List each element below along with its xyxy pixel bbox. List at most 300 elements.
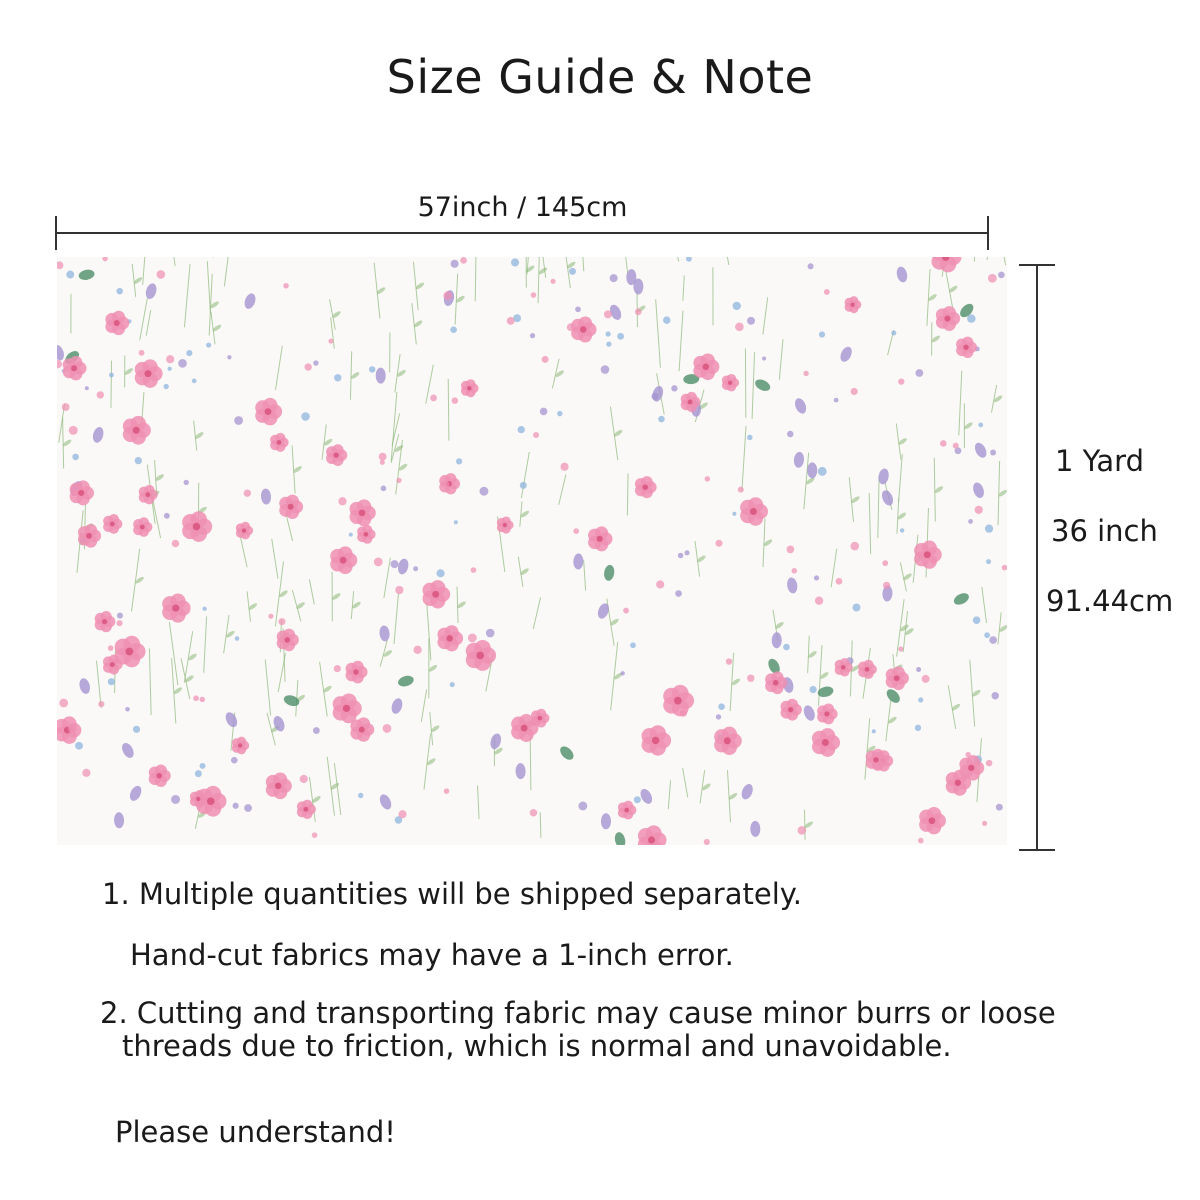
poppy-center: [110, 662, 115, 667]
floret: [814, 575, 819, 580]
floret: [819, 331, 825, 337]
pink-bud: [244, 489, 251, 496]
floret: [390, 560, 398, 568]
floret: [675, 590, 682, 597]
floret: [610, 274, 618, 282]
pink-bud: [139, 350, 145, 356]
floret: [202, 607, 206, 611]
pink-bud: [975, 506, 983, 514]
poppy-center: [597, 536, 603, 542]
floret: [557, 411, 562, 416]
bell-flower: [390, 697, 404, 715]
poppy-center: [432, 591, 439, 598]
bell-flower: [838, 345, 854, 364]
bell-flower: [786, 577, 798, 594]
poppy-center: [929, 817, 936, 824]
floret: [718, 703, 725, 710]
poppy-center: [822, 739, 829, 746]
floret: [891, 330, 896, 335]
pink-bud: [338, 497, 346, 505]
pink-bud: [623, 608, 629, 614]
floret: [413, 566, 418, 571]
note-line-3: 2. Cutting and transporting fabric may cause minor burrs or loose: [100, 996, 1056, 1030]
dark-leaf: [613, 831, 626, 845]
stem: [111, 361, 112, 408]
floret: [164, 513, 170, 519]
pink-bud: [379, 453, 387, 461]
stem: [959, 371, 962, 436]
floret: [192, 379, 197, 384]
stem: [878, 476, 879, 538]
pink-bud: [573, 528, 579, 534]
pink-bud: [116, 620, 122, 626]
pink-bud: [704, 839, 710, 845]
pink-bud: [283, 283, 289, 289]
pink-bud: [953, 443, 959, 449]
stem: [97, 661, 102, 708]
pink-bud: [452, 397, 459, 404]
bell-flower: [633, 278, 643, 294]
floret: [984, 632, 990, 638]
bell-flower: [78, 677, 92, 695]
floret: [985, 525, 993, 533]
floret: [808, 263, 814, 269]
floret: [678, 553, 684, 559]
floret: [686, 257, 692, 262]
stem: [455, 274, 458, 325]
stem: [384, 558, 391, 598]
floret: [454, 520, 458, 524]
stem: [184, 264, 190, 327]
poppy-center: [102, 619, 107, 624]
bell-flower: [515, 763, 525, 779]
pink-bud: [882, 560, 888, 566]
bell-flower: [128, 784, 144, 803]
stem: [982, 587, 987, 623]
pink-bud: [824, 289, 830, 295]
pink-bud: [172, 540, 179, 547]
pink-bud: [982, 821, 987, 826]
poppy-center: [873, 757, 878, 762]
bell-flower: [601, 813, 611, 829]
pink-bud: [567, 323, 575, 331]
floret: [66, 271, 74, 279]
poppy-center: [648, 836, 655, 843]
stem: [559, 474, 566, 504]
floret: [630, 642, 636, 648]
poppy-center: [340, 557, 347, 564]
bell-flower: [91, 426, 105, 444]
stem: [521, 452, 529, 498]
stem: [763, 297, 768, 334]
pink-bud: [798, 826, 807, 835]
floret: [658, 416, 665, 423]
stem: [934, 458, 935, 522]
pink-bud: [98, 701, 104, 707]
poppy-center: [275, 783, 282, 790]
note-line-5: Please understand!: [115, 1115, 396, 1149]
floret: [349, 533, 353, 537]
floret: [606, 341, 611, 346]
stem: [752, 352, 754, 419]
pink-bud: [444, 788, 450, 794]
floret: [206, 343, 211, 348]
floret: [663, 316, 670, 323]
pink-bud: [940, 440, 947, 447]
bell-flower: [376, 368, 386, 384]
bell-flower: [397, 558, 410, 576]
pink-bud: [108, 645, 114, 651]
poppy-center: [446, 635, 452, 641]
stem: [998, 461, 1000, 525]
bell-flower: [260, 488, 271, 505]
floret: [900, 528, 904, 532]
stem: [808, 636, 810, 673]
width-measure-tick-right: [987, 216, 989, 250]
floret: [621, 671, 625, 675]
floret: [872, 729, 876, 733]
pink-bud: [102, 257, 108, 261]
poppy-center: [145, 492, 150, 497]
pink-bud: [560, 463, 568, 471]
pink-bud: [815, 597, 823, 605]
bell-flower: [895, 266, 909, 284]
stem: [394, 593, 399, 644]
stem: [538, 257, 540, 303]
bell-flower: [793, 397, 808, 416]
dark-leaf: [78, 268, 96, 281]
dark-leaf: [397, 674, 415, 688]
pink-bud: [851, 388, 858, 395]
floret: [511, 258, 519, 266]
stem: [668, 780, 670, 809]
poppy-center: [144, 370, 151, 377]
stem: [683, 768, 688, 797]
pink-bud: [312, 832, 318, 838]
pink-bud: [57, 360, 62, 368]
floret: [456, 458, 462, 464]
floret: [450, 326, 457, 333]
stem: [204, 616, 207, 672]
length-yard-label: 1 Yard: [1055, 444, 1144, 478]
dark-leaf: [282, 693, 300, 708]
floret: [116, 288, 123, 295]
floret: [762, 357, 766, 361]
pink-bud: [200, 697, 206, 703]
floret: [125, 707, 130, 712]
floret: [313, 360, 318, 365]
stem: [656, 299, 661, 367]
stem: [679, 311, 683, 371]
pink-bud: [69, 426, 78, 435]
poppy-center: [652, 737, 659, 744]
floret: [916, 667, 921, 672]
poppy-center: [580, 326, 586, 332]
floret: [450, 682, 455, 687]
stem: [457, 587, 458, 623]
poppy-center: [624, 808, 629, 813]
pink-bud: [443, 291, 452, 300]
floret: [135, 457, 142, 464]
bell-flower: [489, 732, 503, 750]
pink-bud: [635, 308, 642, 315]
stem: [146, 310, 150, 336]
pink-bud: [850, 542, 859, 551]
poppy-center: [196, 797, 200, 801]
floret: [72, 454, 79, 461]
bell-flower: [243, 292, 258, 310]
bell-flower: [971, 481, 986, 499]
stem: [897, 498, 899, 534]
poppy-center: [850, 303, 854, 307]
poppy-center: [841, 665, 846, 670]
floret: [451, 260, 459, 268]
poppy-center: [242, 528, 246, 532]
pink-bud: [166, 355, 174, 363]
poppy-center: [71, 365, 77, 371]
pink-bud: [460, 257, 467, 264]
floret: [601, 365, 610, 374]
pink-bud: [738, 487, 744, 493]
poppy-center: [238, 743, 242, 747]
floret: [195, 770, 202, 777]
pink-bud: [507, 317, 515, 325]
floral-pattern: [57, 257, 1007, 845]
floret: [915, 369, 923, 377]
bell-flower: [144, 282, 158, 300]
pink-bud: [380, 460, 385, 465]
poppy-center: [303, 807, 308, 812]
floret: [133, 726, 140, 733]
pink-bud: [715, 540, 722, 547]
poppy-center: [894, 675, 900, 681]
floret: [301, 412, 310, 421]
poppy-center: [86, 533, 92, 539]
pink-bud: [532, 718, 539, 725]
floret: [747, 435, 753, 441]
bell-flower: [802, 704, 817, 723]
note-line-4: threads due to friction, which is normal and unavoidable.: [122, 1029, 952, 1063]
stem: [143, 257, 146, 285]
pink-bud: [430, 395, 437, 402]
poppy-center: [728, 381, 732, 385]
floret: [486, 629, 495, 638]
stem: [722, 257, 729, 265]
stem: [869, 493, 870, 554]
floret: [967, 314, 975, 322]
floret: [684, 550, 689, 555]
bell-flower: [740, 782, 755, 801]
stem: [309, 579, 314, 604]
pink-bud: [803, 371, 808, 376]
pink-bud: [735, 322, 744, 331]
floret: [479, 487, 488, 496]
floret: [235, 636, 240, 641]
stem: [63, 417, 64, 468]
bell-flower: [573, 553, 584, 569]
floret: [996, 804, 1003, 811]
floret: [358, 793, 363, 798]
floret: [227, 355, 231, 359]
bell-flower: [378, 793, 394, 812]
note-line-2: Hand-cut fabrics may have a 1-inch error.: [130, 938, 734, 972]
bell-flower: [638, 787, 654, 806]
stem: [265, 659, 270, 715]
stem: [683, 276, 684, 301]
stem: [350, 351, 351, 399]
floret: [783, 644, 790, 651]
floret: [164, 384, 169, 389]
poppy-center: [467, 386, 471, 390]
floret: [186, 350, 192, 356]
floret: [569, 268, 576, 275]
poppy-center: [476, 652, 484, 660]
floret: [852, 604, 860, 612]
stem: [207, 261, 210, 313]
floret: [168, 367, 172, 371]
poppy-center: [703, 364, 710, 371]
pink-bud: [883, 582, 890, 589]
width-measure-tick-left: [55, 216, 57, 250]
pink-bud: [986, 760, 993, 767]
poppy-center: [110, 521, 115, 526]
stem: [987, 257, 989, 260]
bell-flower: [379, 625, 391, 642]
stem: [804, 810, 805, 840]
bell-flower: [793, 451, 805, 468]
stem: [742, 426, 746, 490]
pink-bud: [383, 724, 392, 733]
pink-bud: [395, 586, 403, 594]
pink-bud: [413, 646, 421, 654]
poppy-center: [773, 680, 779, 686]
floret: [184, 480, 189, 485]
pink-bud: [988, 274, 997, 283]
floret: [617, 333, 624, 340]
floret: [575, 306, 581, 312]
stem: [533, 597, 540, 629]
poppy-center: [688, 399, 693, 404]
stem: [520, 501, 522, 526]
poppy-center: [521, 725, 528, 732]
poppy-center: [364, 532, 369, 537]
floret: [671, 385, 677, 391]
stem: [540, 257, 546, 278]
poppy-center: [284, 637, 290, 643]
floret: [232, 803, 238, 809]
dark-leaf: [558, 744, 576, 762]
pink-bud: [792, 568, 798, 574]
stem: [334, 763, 340, 815]
poppy-center: [788, 707, 793, 712]
pink-bud: [396, 478, 401, 483]
floret: [787, 431, 793, 437]
floret: [978, 423, 983, 428]
fabric-swatch: [57, 257, 1007, 845]
floret: [998, 272, 1005, 279]
bell-flower: [771, 632, 781, 648]
floret: [747, 317, 755, 325]
floret: [381, 486, 387, 492]
stem: [448, 379, 449, 441]
pink-bud: [398, 810, 406, 818]
pink-bud: [550, 279, 555, 284]
pink-bud: [1002, 565, 1007, 571]
poppy-center: [125, 648, 133, 656]
bell-flower: [651, 385, 665, 403]
floret: [518, 426, 525, 433]
poppy-center: [156, 773, 162, 779]
floret: [109, 373, 114, 378]
pink-bud: [680, 710, 687, 717]
floret: [530, 333, 535, 338]
pink-bud: [530, 809, 538, 817]
floret: [818, 467, 827, 476]
width-measure-line: [56, 232, 988, 234]
pink-bud: [304, 363, 311, 370]
floret: [85, 386, 89, 390]
bell-flower: [114, 812, 124, 828]
pink-bud: [468, 633, 477, 642]
floret: [520, 482, 527, 489]
floret: [732, 512, 736, 516]
poppy-center: [968, 765, 974, 771]
poppy-center: [114, 320, 120, 326]
floret: [244, 804, 252, 812]
stem: [1001, 257, 1006, 265]
floret: [200, 763, 206, 769]
pink-bud: [62, 403, 70, 411]
floret: [716, 714, 721, 719]
poppy-center: [963, 345, 968, 350]
poppy-center: [353, 669, 359, 675]
pink-bud: [97, 391, 104, 398]
pink-bud: [656, 580, 664, 588]
dark-leaf: [603, 564, 615, 581]
poppy-center: [724, 737, 731, 744]
poppy-center: [333, 452, 338, 457]
stem: [167, 257, 176, 266]
floret: [334, 374, 341, 381]
stem: [627, 473, 628, 515]
poppy-center: [193, 523, 201, 531]
stem: [149, 648, 151, 715]
pink-bud: [726, 658, 732, 664]
pink-bud: [59, 699, 68, 708]
bell-flower: [807, 462, 817, 478]
stem: [673, 257, 679, 262]
floret: [178, 359, 187, 368]
bell-flower: [973, 441, 989, 460]
poppy-center: [359, 510, 366, 517]
stem: [584, 560, 586, 591]
floret: [990, 450, 996, 456]
stem: [899, 454, 903, 501]
bell-flower: [57, 344, 66, 362]
poppy-center: [865, 667, 870, 672]
floret: [578, 802, 587, 811]
pink-bud: [444, 482, 450, 488]
pink-bud: [747, 674, 754, 681]
floret: [634, 796, 641, 803]
pink-bud: [931, 559, 936, 564]
poppy-center: [172, 605, 179, 612]
pink-bud: [705, 476, 711, 482]
length-measure-tick-top: [1019, 264, 1055, 266]
pink-bud: [965, 752, 971, 758]
stem: [351, 591, 353, 619]
pink-bud: [82, 769, 90, 777]
